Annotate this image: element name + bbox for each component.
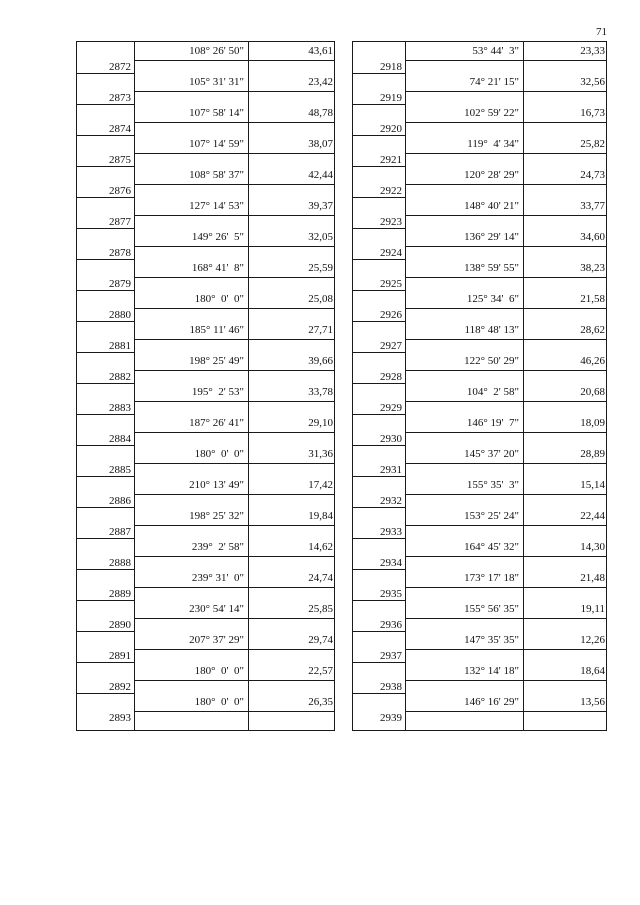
table-row <box>353 631 606 662</box>
row-rule <box>134 60 334 61</box>
distance-value: 19,11 <box>580 603 605 615</box>
angle-value: 105° 31' 31" <box>189 76 244 88</box>
angle-value: 210° 13' 49" <box>189 479 244 491</box>
distance-value: 14,30 <box>580 541 605 553</box>
row-rule <box>405 308 606 309</box>
distance-value: 25,85 <box>308 603 333 615</box>
angle-value: 107° 14' 59" <box>189 138 244 150</box>
point-number: 2918 <box>380 61 402 73</box>
distance-value: 43,61 <box>308 45 333 57</box>
row-rule <box>134 680 334 681</box>
point-number: 2890 <box>109 619 131 631</box>
distance-value: 26,35 <box>308 696 333 708</box>
angle-value: 155° 35' 3" <box>466 479 519 491</box>
table-row <box>77 507 334 538</box>
table-row <box>353 259 606 290</box>
row-rule <box>134 494 334 495</box>
row-rule <box>405 339 606 340</box>
distance-value: 27,71 <box>308 324 333 336</box>
point-number: 2875 <box>109 154 131 166</box>
table-row <box>77 228 334 259</box>
point-number: 2930 <box>380 433 402 445</box>
table-row <box>77 538 334 569</box>
distance-value: 29,74 <box>308 634 333 646</box>
angle-value: 187° 26' 41" <box>189 417 244 429</box>
table-row <box>353 600 606 631</box>
table-row <box>353 693 606 724</box>
row-rule <box>134 215 334 216</box>
distance-value: 18,64 <box>580 665 605 677</box>
angle-value: 153° 25' 24" <box>464 510 519 522</box>
coordinates-table-right <box>352 41 607 731</box>
angle-value: 125° 34' 6" <box>466 293 519 305</box>
point-number: 2878 <box>109 247 131 259</box>
point-number: 2892 <box>109 681 131 693</box>
row-rule <box>134 649 334 650</box>
point-number: 2921 <box>380 154 402 166</box>
angle-value: 108° 58' 37" <box>189 169 244 181</box>
table-row <box>353 135 606 166</box>
distance-value: 28,89 <box>580 448 605 460</box>
distance-value: 20,68 <box>580 386 605 398</box>
table-row <box>77 414 334 445</box>
point-number: 2876 <box>109 185 131 197</box>
distance-value: 22,44 <box>580 510 605 522</box>
angle-value: 148° 40' 21" <box>464 200 519 212</box>
point-number: 2924 <box>380 247 402 259</box>
point-number: 2925 <box>380 278 402 290</box>
distance-value: 25,59 <box>308 262 333 274</box>
distance-value: 33,77 <box>580 200 605 212</box>
point-number: 2885 <box>109 464 131 476</box>
angle-value: 180° 0' 0" <box>194 696 244 708</box>
table-row <box>77 321 334 352</box>
row-rule <box>405 122 606 123</box>
distance-value: 16,73 <box>580 107 605 119</box>
angle-value: 180° 0' 0" <box>194 293 244 305</box>
point-number: 2920 <box>380 123 402 135</box>
table-row <box>77 166 334 197</box>
angle-value: 173° 17' 18" <box>464 572 519 584</box>
distance-value: 39,37 <box>308 200 333 212</box>
row-rule <box>405 680 606 681</box>
distance-value: 24,74 <box>308 572 333 584</box>
point-number: 2919 <box>380 92 402 104</box>
table-row <box>77 290 334 321</box>
row-rule <box>405 215 606 216</box>
angle-value: 74° 21' 15" <box>469 76 519 88</box>
point-number: 2934 <box>380 557 402 569</box>
row-rule <box>405 432 606 433</box>
table-row <box>77 476 334 507</box>
row-rule <box>405 401 606 402</box>
distance-value: 38,07 <box>308 138 333 150</box>
table-row <box>77 352 334 383</box>
distance-value: 34,60 <box>580 231 605 243</box>
distance-value: 25,08 <box>308 293 333 305</box>
row-rule <box>134 339 334 340</box>
table-row <box>353 383 606 414</box>
angle-value: 145° 37' 20" <box>464 448 519 460</box>
table-row <box>77 197 334 228</box>
row-rule <box>134 556 334 557</box>
point-number: 2877 <box>109 216 131 228</box>
row-rule <box>134 184 334 185</box>
row-rule <box>405 494 606 495</box>
row-rule <box>134 525 334 526</box>
point-number: 2931 <box>380 464 402 476</box>
row-rule <box>405 184 606 185</box>
point-number: 2937 <box>380 650 402 662</box>
distance-value: 19,84 <box>308 510 333 522</box>
row-rule <box>405 60 606 61</box>
angle-value: 108° 26' 50" <box>189 45 244 57</box>
table-row <box>353 352 606 383</box>
angle-value: 102° 59' 22" <box>464 107 519 119</box>
angle-value: 122° 50' 29" <box>464 355 519 367</box>
point-number: 2891 <box>109 650 131 662</box>
row-rule <box>134 153 334 154</box>
angle-value: 180° 0' 0" <box>194 665 244 677</box>
angle-value: 119° 4' 34" <box>467 138 519 150</box>
table-row <box>353 476 606 507</box>
angle-value: 138° 59' 55" <box>464 262 519 274</box>
angle-value: 207° 37' 29" <box>189 634 244 646</box>
angle-value: 104° 2' 58" <box>466 386 519 398</box>
row-rule <box>405 277 606 278</box>
table-row <box>353 414 606 445</box>
point-number: 2935 <box>380 588 402 600</box>
point-number: 2879 <box>109 278 131 290</box>
point-number: 2887 <box>109 526 131 538</box>
table-row <box>353 42 606 73</box>
table-row <box>353 662 606 693</box>
distance-value: 32,05 <box>308 231 333 243</box>
point-number: 2874 <box>109 123 131 135</box>
point-number: 2886 <box>109 495 131 507</box>
table-row <box>77 135 334 166</box>
table-row <box>353 228 606 259</box>
table-row <box>77 569 334 600</box>
row-rule <box>405 246 606 247</box>
table-row <box>353 197 606 228</box>
row-rule <box>405 525 606 526</box>
distance-value: 25,82 <box>580 138 605 150</box>
angle-value: 198° 25' 32" <box>189 510 244 522</box>
point-number: 2923 <box>380 216 402 228</box>
point-number: 2933 <box>380 526 402 538</box>
distance-value: 32,56 <box>580 76 605 88</box>
distance-value: 22,57 <box>308 665 333 677</box>
row-rule <box>134 246 334 247</box>
row-rule <box>134 463 334 464</box>
row-rule <box>134 711 334 712</box>
point-number: 2884 <box>109 433 131 445</box>
table-row <box>77 600 334 631</box>
angle-value: 239° 2' 58" <box>191 541 244 553</box>
angle-value: 168° 41' 8" <box>191 262 244 274</box>
distance-value: 15,14 <box>580 479 605 491</box>
table-row <box>353 538 606 569</box>
distance-value: 48,78 <box>308 107 333 119</box>
distance-value: 13,56 <box>580 696 605 708</box>
distance-value: 33,78 <box>308 386 333 398</box>
angle-value: 132° 14' 18" <box>464 665 519 677</box>
angle-value: 149° 26' 5" <box>191 231 244 243</box>
table-row <box>77 73 334 104</box>
point-number: 2922 <box>380 185 402 197</box>
row-rule <box>405 370 606 371</box>
angle-value: 180° 0' 0" <box>194 448 244 460</box>
point-number: 2938 <box>380 681 402 693</box>
point-number: 2932 <box>380 495 402 507</box>
distance-value: 38,23 <box>580 262 605 274</box>
angle-value: 164° 45' 32" <box>464 541 519 553</box>
row-rule <box>134 432 334 433</box>
angle-value: 127° 14' 53" <box>189 200 244 212</box>
row-rule <box>134 91 334 92</box>
point-number: 2880 <box>109 309 131 321</box>
angle-value: 118° 48' 13" <box>464 324 519 336</box>
distance-value: 46,26 <box>580 355 605 367</box>
row-rule <box>134 587 334 588</box>
distance-value: 29,10 <box>308 417 333 429</box>
table-row <box>77 259 334 290</box>
angle-value: 53° 44' 3" <box>472 45 519 57</box>
point-number: 2929 <box>380 402 402 414</box>
table-row <box>77 662 334 693</box>
angle-value: 146° 16' 29" <box>464 696 519 708</box>
table-row <box>353 569 606 600</box>
row-rule <box>134 618 334 619</box>
distance-value: 28,62 <box>580 324 605 336</box>
row-rule <box>405 587 606 588</box>
point-number: 2936 <box>380 619 402 631</box>
distance-value: 39,66 <box>308 355 333 367</box>
distance-value: 24,73 <box>580 169 605 181</box>
distance-value: 23,42 <box>308 76 333 88</box>
point-number: 2893 <box>109 712 131 724</box>
point-number: 2882 <box>109 371 131 383</box>
table-row <box>353 290 606 321</box>
point-number: 2939 <box>380 712 402 724</box>
row-rule <box>405 556 606 557</box>
angle-value: 239° 31' 0" <box>191 572 244 584</box>
point-number: 2881 <box>109 340 131 352</box>
angle-value: 185° 11' 46" <box>189 324 244 336</box>
table-row <box>77 42 334 73</box>
row-rule <box>134 122 334 123</box>
point-number: 2928 <box>380 371 402 383</box>
point-number: 2926 <box>380 309 402 321</box>
distance-value: 21,48 <box>580 572 605 584</box>
table-row <box>77 693 334 724</box>
point-number: 2927 <box>380 340 402 352</box>
table-row <box>77 445 334 476</box>
distance-value: 42,44 <box>308 169 333 181</box>
row-rule <box>405 649 606 650</box>
distance-value: 21,58 <box>580 293 605 305</box>
row-rule <box>134 370 334 371</box>
distance-value: 31,36 <box>308 448 333 460</box>
distance-value: 18,09 <box>580 417 605 429</box>
table-row <box>77 631 334 662</box>
row-rule <box>405 618 606 619</box>
row-rule <box>405 91 606 92</box>
angle-value: 136° 29' 14" <box>464 231 519 243</box>
table-row <box>353 507 606 538</box>
table-row <box>353 445 606 476</box>
angle-value: 147° 35' 35" <box>464 634 519 646</box>
table-row <box>77 104 334 135</box>
row-rule <box>405 463 606 464</box>
angle-value: 155° 56' 35" <box>464 603 519 615</box>
row-rule <box>405 711 606 712</box>
angle-value: 107° 58' 14" <box>189 107 244 119</box>
table-row <box>353 321 606 352</box>
table-row <box>353 166 606 197</box>
row-rule <box>134 277 334 278</box>
angle-value: 195° 2' 53" <box>191 386 244 398</box>
distance-value: 14,62 <box>308 541 333 553</box>
row-rule <box>134 308 334 309</box>
coordinates-table-left <box>76 41 335 731</box>
point-number: 2888 <box>109 557 131 569</box>
distance-value: 17,42 <box>308 479 333 491</box>
distance-value: 12,26 <box>580 634 605 646</box>
distance-value: 23,33 <box>580 45 605 57</box>
table-row <box>77 383 334 414</box>
point-number: 2873 <box>109 92 131 104</box>
angle-value: 146° 19' 7" <box>466 417 519 429</box>
row-rule <box>134 401 334 402</box>
table-row <box>353 73 606 104</box>
angle-value: 230° 54' 14" <box>189 603 244 615</box>
point-number: 2883 <box>109 402 131 414</box>
page-number: 71 <box>596 26 607 38</box>
point-number: 2872 <box>109 61 131 73</box>
angle-value: 198° 25' 49" <box>189 355 244 367</box>
point-number: 2889 <box>109 588 131 600</box>
angle-value: 120° 28' 29" <box>464 169 519 181</box>
row-rule <box>405 153 606 154</box>
table-row <box>353 104 606 135</box>
